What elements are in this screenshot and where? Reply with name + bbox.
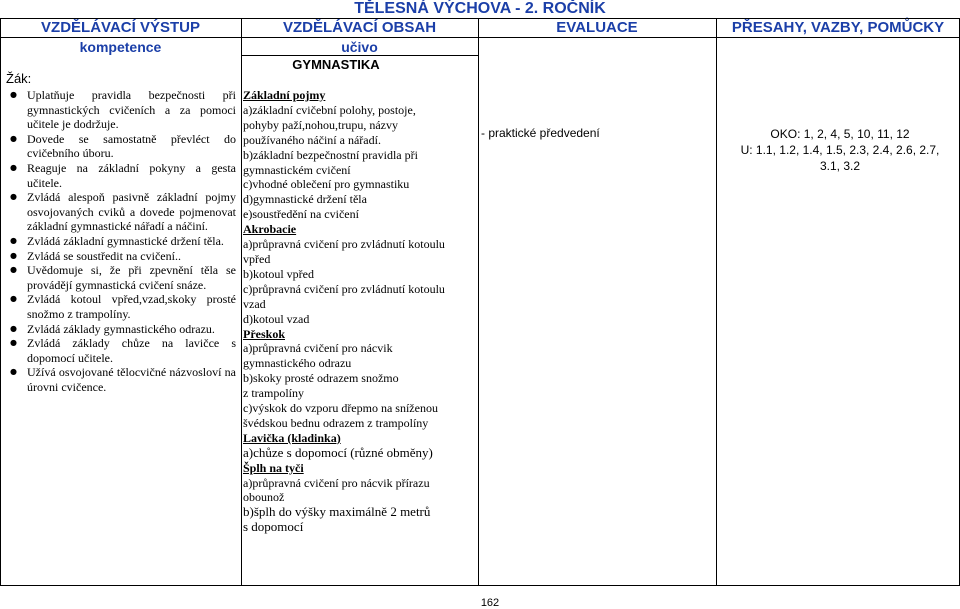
outcomes-list: [10, 88, 236, 394]
heading-bench: Lavička (kladinka): [243, 430, 341, 445]
heading-climbing: Šplh na tyči: [243, 460, 304, 475]
grid-line: [241, 55, 478, 56]
content-line: e)soustředění na cvičení: [243, 207, 359, 222]
content-line: obounož: [243, 490, 285, 505]
list-item: ● Zvládá alespoň pasivně základní pojmy osvojovaných cviků a dovede pojmenovat základní gymnastické nářadí a náčiní.: [10, 190, 236, 234]
links-line: 3.1, 3.2: [819, 159, 861, 173]
content-line: švédskou bednu odrazem z trampolíny: [243, 415, 429, 430]
list-item: ● Zvládá se soustředit na cvičení..: [10, 249, 236, 264]
grid-line: [0, 585, 960, 586]
content-line: vpřed: [243, 251, 271, 266]
content-line: b)kotoul vpřed: [243, 266, 314, 281]
evaluation-text: - praktické předvedení: [481, 126, 600, 140]
header-links: PŘESAHY, VAZBY, POMŮCKY: [731, 19, 945, 36]
content-line: pohyby paží,nohou,trupu, názvy: [243, 117, 398, 132]
section-title: GYMNASTIKA: [292, 57, 380, 72]
list-item: ● Reaguje na základní pokyny a gesta učitele.: [10, 161, 236, 190]
content-line: gymnastickém cvičení: [243, 162, 351, 177]
content-line: d)kotoul vzad: [243, 311, 310, 326]
content-line: a)průpravná cvičení pro nácvik: [243, 341, 393, 356]
content-line: používaného náčiní a nářadí.: [243, 132, 381, 147]
page-number: 162: [480, 597, 500, 609]
heading-vault: Přeskok: [243, 326, 285, 341]
list-item: ● Zvládá základní gymnastické držení těla.: [10, 234, 236, 249]
content-line: z trampolíny: [243, 386, 304, 401]
grid-line: [241, 18, 242, 586]
content-line: a)základní cvičební polohy, postoje,: [243, 102, 416, 117]
content-line: gymnastického odrazu: [243, 356, 352, 371]
content-line: c)vhodné oblečení pro gymnastiku: [243, 177, 410, 192]
list-item: ● Zvládá kotoul vpřed,vzad,skoky prosté snožmo z trampolíny.: [10, 292, 236, 321]
content-line: b)šplh do výšky maximálně 2 metrů: [243, 504, 431, 520]
list-item: ● Užívá osvojované tělocvičné názvosloví na úrovni cvičence.: [10, 365, 236, 394]
content-line: a)průpravná cvičení pro zvládnutí kotoulu: [243, 237, 445, 252]
heading-acrobatics: Akrobacie: [243, 222, 297, 237]
header-outcomes: VZDĚLÁVACÍ VÝSTUP: [41, 19, 200, 36]
grid-line: [0, 37, 960, 38]
content-line: s dopomocí: [243, 519, 304, 535]
list-item: ● Dovede se samostatně převléct do cvičebního úboru.: [10, 132, 236, 161]
grid-line: [716, 18, 717, 586]
content-line: a)chůze s dopomocí (různé obměny): [243, 444, 433, 460]
page-title: TĚLESNÁ VÝCHOVA - 2. ROČNÍK: [354, 0, 606, 17]
content-line: d)gymnastické držení těla: [243, 192, 367, 207]
subheader-competence: kompetence: [79, 39, 162, 55]
header-evaluation: EVALUACE: [556, 19, 638, 36]
content-line: c)výskok do vzporu dřepmo na sníženou: [243, 401, 438, 416]
links-block: [720, 126, 960, 174]
links-line: U: 1.1, 1.2, 1.4, 1.5, 2.3, 2.4, 2.6, 2.7,: [740, 143, 940, 157]
list-item: ● Uplatňuje pravidla bezpečnosti při gymnastických cvičeních a za pomoci učitele je dodržuje.: [10, 88, 236, 132]
links-line: OKO: 1, 2, 4, 5, 10, 11, 12: [770, 127, 910, 141]
content-line: vzad: [243, 296, 266, 311]
grid-line: [0, 18, 960, 19]
content-column: [243, 88, 483, 535]
list-item: ● Zvládá základy gymnastického odrazu.: [10, 322, 236, 337]
student-label: Žák:: [6, 71, 32, 86]
heading-basic-terms: Základní pojmy: [243, 88, 326, 102]
header-content: VZDĚLÁVACÍ OBSAH: [282, 19, 437, 36]
content-line: b)skoky prosté odrazem snožmo: [243, 371, 399, 386]
list-item: ● Zvládá základy chůze na lavičce s dopomocí učitele.: [10, 336, 236, 365]
content-line: a)průpravná cvičení pro nácvik přírazu: [243, 475, 430, 490]
content-line: c)průpravná cvičení pro zvládnutí kotoulu: [243, 281, 445, 296]
grid-line: [0, 18, 1, 586]
subheader-curriculum: učivo: [341, 39, 378, 55]
content-line: b)základní bezpečnostní pravidla při: [243, 147, 418, 162]
list-item: ● Uvědomuje si, že při zpevnění těla se provádějí gymnastická cvičení snáze.: [10, 263, 236, 292]
